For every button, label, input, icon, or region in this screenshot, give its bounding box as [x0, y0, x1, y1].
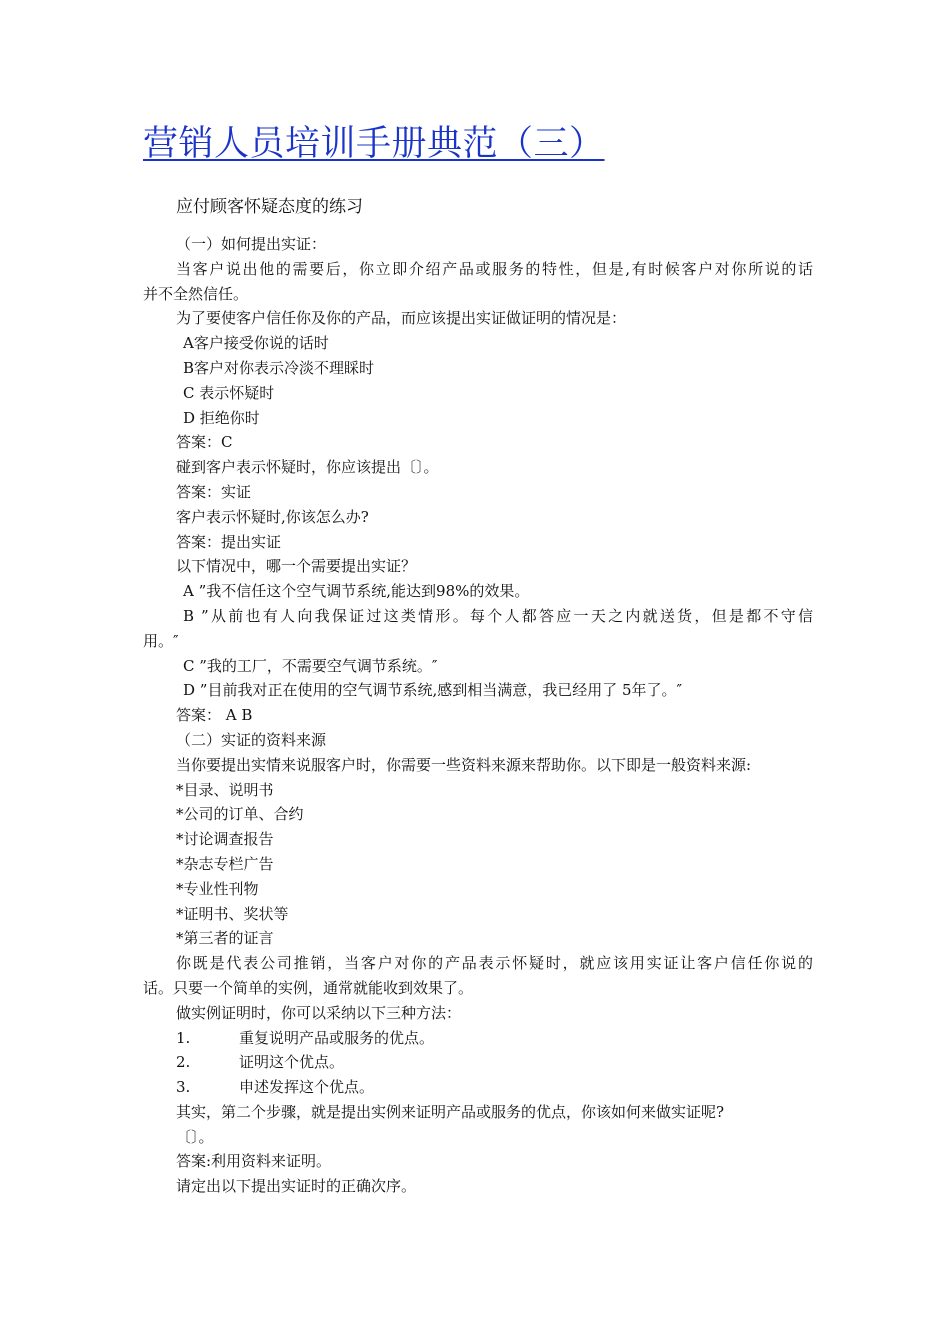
document-title[interactable]: 营销人员培训手册典范（三） — [143, 124, 605, 164]
option-item: B ”从前也有人向我保证过这类情形。每个人都答应一天之内就送货，但是都不守信 — [183, 606, 813, 625]
item-text: 申述发挥这个优点。 — [239, 1078, 375, 1097]
option-item: B客户对你表示冷淡不理睬时 — [183, 358, 375, 377]
paragraph-line: 其实，第二个步骤，就是提出实例来证明产品或服务的优点，你该如何来做实证呢? — [176, 1102, 725, 1121]
paragraph-line: （一）如何提出实证： — [176, 235, 327, 253]
option-item: A客户接受你说的话时 — [183, 334, 329, 353]
paragraph-line: *证明书、奖状等 — [176, 904, 289, 923]
option-item: A ”我不信任这个空气调节系统,能达到98%的效果。 — [183, 582, 530, 601]
paragraph-line: （二）实证的资料来源 — [176, 730, 327, 749]
paragraph-line: *目录、说明书 — [176, 780, 274, 799]
paragraph-continuation: 并不全然信任。 — [143, 284, 249, 303]
document-body — [143, 232, 813, 1199]
paragraph-line: 答案： A B — [176, 706, 253, 725]
paragraph-line: 以下情况中，哪一个需要提出实证？ — [176, 557, 417, 576]
option-item: D ”目前我对正在使用的空气调节系统,感到相当满意，我已经用了 5年了。″ — [183, 681, 683, 700]
paragraph-continuation: 用。″ — [143, 631, 179, 650]
paragraph-line: 请定出以下提出实证时的正确次序。 — [176, 1177, 417, 1196]
paragraph-line: 答案:利用资料来证明。 — [176, 1152, 332, 1171]
numbered-item — [143, 1050, 813, 1075]
item-number: 1. — [176, 1028, 191, 1047]
item-number: 2. — [176, 1053, 191, 1072]
paragraph-line: 碰到客户表示怀疑时，你应该提出〔〕。 — [176, 458, 439, 477]
numbered-item — [143, 1026, 813, 1051]
paragraph-line: *公司的订单、合约 — [176, 805, 304, 824]
paragraph-line: 做实例证明时，你可以采纳以下三种方法： — [176, 1003, 462, 1022]
paragraph-continuation: 话。只要一个简单的实例，通常就能收到效果了。 — [143, 978, 474, 997]
paragraph-line: 答案：提出实证 — [176, 532, 282, 551]
option-item: C 表示怀疑时 — [183, 383, 275, 402]
paragraph-line: 你既是代表公司推销，当客户对你的产品表示怀疑时，就应该用实证让客户信任你说的 — [176, 954, 813, 973]
document-subtitle: 应付顾客怀疑态度的练习 — [176, 197, 363, 217]
paragraph-line: 客户表示怀疑时,你该怎么办? — [176, 507, 369, 526]
item-text: 重复说明产品或服务的优点。 — [239, 1028, 435, 1047]
paragraph-line: 答案：实证 — [176, 482, 252, 501]
option-item: C ”我的工厂，不需要空气调节系统。″ — [183, 656, 438, 675]
paragraph-line: *杂志专栏广告 — [176, 854, 274, 873]
paragraph-line: 当你要提出实情来说服客户时，你需要一些资料来源来帮助你。以下即是一般资料来源: — [176, 755, 752, 774]
paragraph-line: 答案：C — [176, 433, 233, 452]
item-number: 3. — [176, 1078, 191, 1097]
paragraph-line: *讨论调查报告 — [176, 830, 274, 849]
paragraph-line: *第三者的证言 — [176, 929, 274, 948]
paragraph-line: 为了要使客户信任你及你的产品，而应该提出实证做证明的情况是： — [176, 309, 627, 328]
item-text: 证明这个优点。 — [239, 1053, 345, 1072]
option-item: D 拒绝你时 — [183, 408, 260, 427]
paragraph-line: 当客户说出他的需要后，你立即介绍产品或服务的特性，但是,有时候客户对你所说的话 — [176, 259, 813, 278]
paragraph-line: 〔〕。 — [176, 1127, 214, 1146]
numbered-item — [143, 1075, 813, 1100]
paragraph-line: *专业性刊物 — [176, 879, 259, 898]
